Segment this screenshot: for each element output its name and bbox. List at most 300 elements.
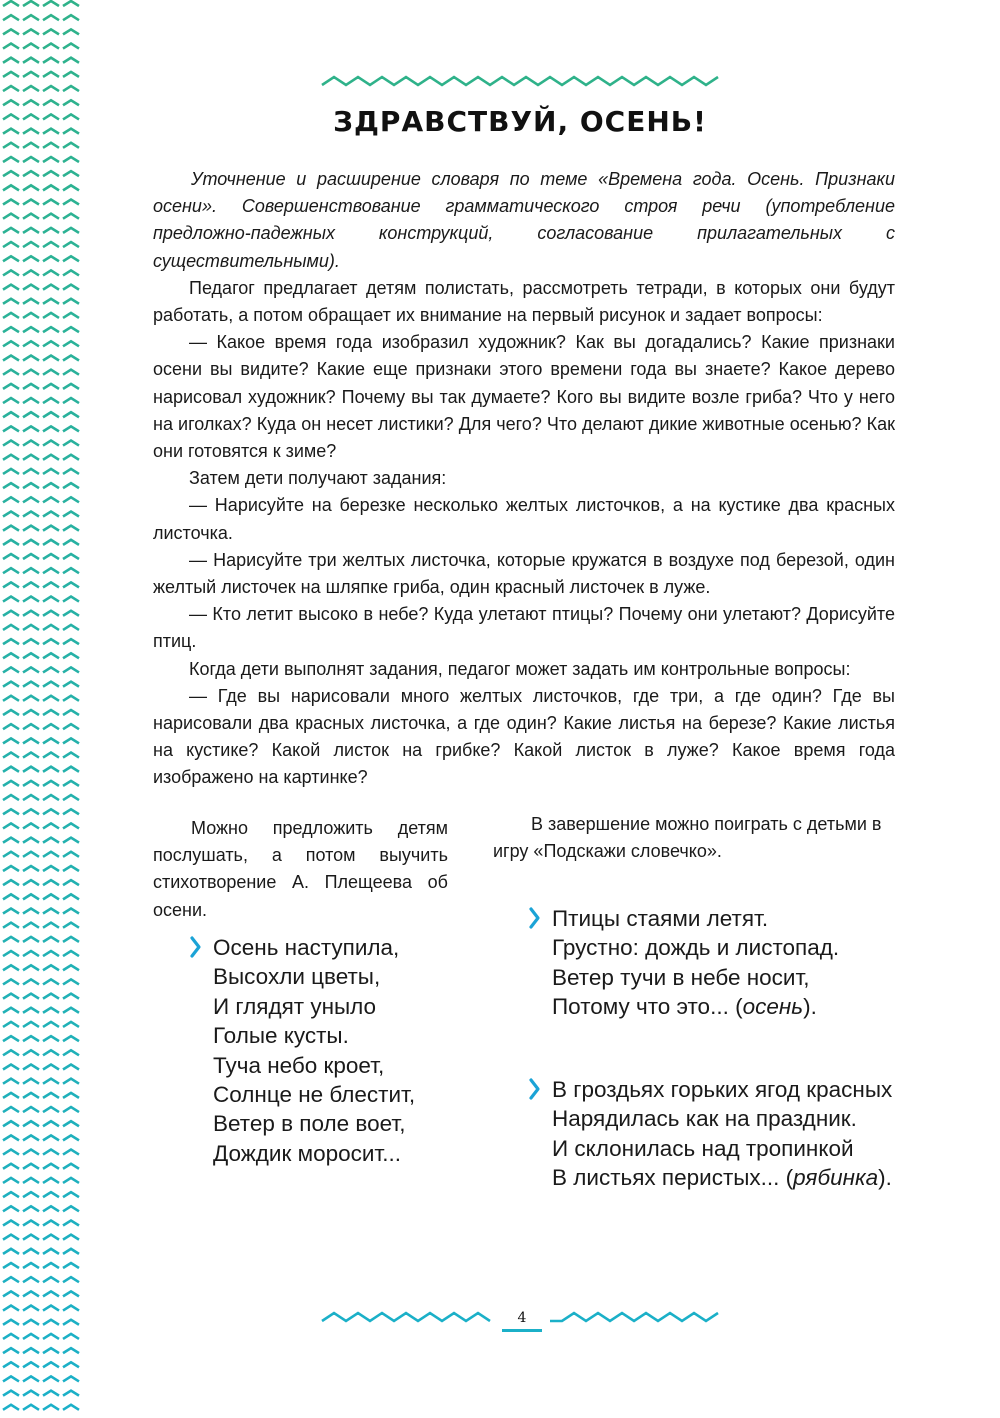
border-chevron xyxy=(23,625,39,630)
border-chevron xyxy=(23,767,39,772)
border-chevron xyxy=(63,242,79,247)
border-chevron xyxy=(63,781,79,786)
border-chevron xyxy=(43,455,59,460)
border-chevron xyxy=(23,1291,39,1296)
border-chevron xyxy=(43,1107,59,1112)
border-chevron xyxy=(63,866,79,871)
border-chevron xyxy=(23,838,39,843)
border-chevron xyxy=(23,753,39,758)
border-chevron xyxy=(23,611,39,616)
border-chevron xyxy=(43,469,59,474)
border-chevron xyxy=(23,72,39,77)
border-chevron xyxy=(3,1348,19,1353)
border-chevron xyxy=(23,582,39,587)
border-chevron xyxy=(63,384,79,389)
border-chevron xyxy=(23,1306,39,1311)
border-chevron xyxy=(43,1,59,6)
border-chevron xyxy=(63,625,79,630)
border-chevron xyxy=(23,880,39,885)
riddle-rowan xyxy=(552,1075,892,1193)
border-chevron xyxy=(3,1291,19,1296)
border-chevron xyxy=(63,1022,79,1027)
riddle-line: Грустно: дождь и листопад. xyxy=(552,935,840,961)
border-chevron xyxy=(63,1093,79,1098)
border-chevron xyxy=(63,639,79,644)
wave-line xyxy=(322,77,718,85)
border-chevron xyxy=(63,1348,79,1353)
border-chevron xyxy=(3,1206,19,1211)
border-chevron xyxy=(63,838,79,843)
riddle-line: Птицы стаями летят. xyxy=(552,906,769,931)
riddle-line xyxy=(552,992,839,1021)
border-chevron xyxy=(43,426,59,431)
border-chevron xyxy=(23,994,39,999)
border-chevron xyxy=(43,738,59,743)
border-chevron xyxy=(63,143,79,148)
border-chevron xyxy=(43,1277,59,1282)
border-chevron xyxy=(63,228,79,233)
border-chevron xyxy=(63,356,79,361)
border-chevron xyxy=(23,356,39,361)
border-chevron xyxy=(63,1405,79,1410)
border-chevron xyxy=(43,894,59,899)
border-chevron xyxy=(3,1334,19,1339)
border-chevron xyxy=(43,256,59,261)
border-chevron xyxy=(3,923,19,928)
border-chevron xyxy=(63,299,79,304)
border-chevron xyxy=(3,256,19,261)
border-chevron xyxy=(43,554,59,559)
border-chevron xyxy=(63,582,79,587)
border-chevron xyxy=(23,951,39,956)
border-chevron xyxy=(43,923,59,928)
border-chevron xyxy=(43,114,59,119)
border-chevron xyxy=(23,738,39,743)
border-chevron xyxy=(3,951,19,956)
border-chevron xyxy=(43,965,59,970)
border-chevron xyxy=(3,1121,19,1126)
border-chevron xyxy=(3,682,19,687)
border-chevron xyxy=(23,540,39,545)
border-chevron xyxy=(3,1065,19,1070)
poem-line: И глядят уныло xyxy=(213,993,377,1019)
border-chevron xyxy=(3,1022,19,1027)
border-chevron xyxy=(3,327,19,332)
border-chevron xyxy=(43,781,59,786)
border-chevron xyxy=(3,285,19,290)
border-chevron xyxy=(43,370,59,375)
border-chevron xyxy=(43,979,59,984)
border-chevron xyxy=(3,611,19,616)
border-chevron xyxy=(3,1164,19,1169)
border-chevron xyxy=(3,1277,19,1282)
border-chevron xyxy=(3,1320,19,1325)
border-chevron xyxy=(63,994,79,999)
border-chevron xyxy=(23,866,39,871)
border-chevron xyxy=(23,483,39,488)
border-chevron xyxy=(23,710,39,715)
border-chevron xyxy=(3,441,19,446)
border-chevron xyxy=(3,86,19,91)
border-chevron xyxy=(3,1178,19,1183)
border-chevron xyxy=(23,795,39,800)
border-chevron xyxy=(63,1065,79,1070)
border-chevron xyxy=(3,497,19,502)
border-chevron xyxy=(63,341,79,346)
border-chevron xyxy=(43,1263,59,1268)
border-chevron xyxy=(63,795,79,800)
border-chevron xyxy=(23,1107,39,1112)
border-chevron xyxy=(43,838,59,843)
border-chevron xyxy=(63,965,79,970)
border-chevron xyxy=(43,285,59,290)
border-chevron xyxy=(43,1391,59,1396)
border-chevron xyxy=(3,1107,19,1112)
border-chevron xyxy=(23,270,39,275)
border-chevron xyxy=(3,1050,19,1055)
border-chevron xyxy=(3,29,19,34)
border-chevron xyxy=(3,667,19,672)
border-chevron xyxy=(23,1,39,6)
border-chevron xyxy=(63,256,79,261)
border-chevron xyxy=(63,1320,79,1325)
border-chevron xyxy=(23,823,39,828)
border-chevron xyxy=(43,1405,59,1410)
border-chevron xyxy=(43,242,59,247)
border-chevron xyxy=(3,753,19,758)
border-chevron xyxy=(63,441,79,446)
border-chevron xyxy=(43,1150,59,1155)
border-chevron xyxy=(43,143,59,148)
border-chevron xyxy=(43,1036,59,1041)
paragraph: — Где вы нарисовали много желтых листочков, где три, а где один? Где вы нарисовали два красных листочка, а где один? Какие листья на березе? Какие листья на кустике? Какой листок на грибке? Какой листок в луже? Какое время года изображено на картинке? xyxy=(153,685,895,788)
border-chevron xyxy=(63,951,79,956)
border-chevron xyxy=(43,1220,59,1225)
intro-paragraph: Уточнение и расширение словаря по теме «Времена года. Осень. Признаки осени». Совершенствование грамматического строя речи (употребление предложно-падежных конструкций, согласование прилагательных с существительными). xyxy=(153,169,895,271)
border-chevron xyxy=(23,327,39,332)
border-chevron xyxy=(3,724,19,729)
border-chevron xyxy=(63,568,79,573)
border-chevron xyxy=(23,100,39,105)
border-chevron xyxy=(63,469,79,474)
border-chevron xyxy=(43,1164,59,1169)
border-chevron xyxy=(63,15,79,20)
border-chevron xyxy=(43,72,59,77)
border-chevron xyxy=(3,228,19,233)
page-title: ЗДРАВСТВУЙ, ОСЕНЬ! xyxy=(333,105,707,138)
border-chevron xyxy=(3,1235,19,1240)
border-chevron xyxy=(63,526,79,531)
riddle-line-text: Потому что это... ( xyxy=(552,994,743,1020)
border-chevron xyxy=(3,625,19,630)
border-chevron xyxy=(3,568,19,573)
border-chevron xyxy=(3,341,19,346)
border-chevron xyxy=(63,1036,79,1041)
border-chevron xyxy=(3,582,19,587)
border-chevron xyxy=(23,653,39,658)
border-chevron xyxy=(23,1150,39,1155)
border-chevron xyxy=(43,511,59,516)
border-chevron xyxy=(63,738,79,743)
border-chevron xyxy=(63,313,79,318)
border-chevron xyxy=(3,696,19,701)
border-chevron xyxy=(23,979,39,984)
border-chevron xyxy=(23,313,39,318)
border-chevron xyxy=(43,412,59,417)
border-chevron xyxy=(3,299,19,304)
border-chevron xyxy=(23,696,39,701)
border-chevron xyxy=(23,1093,39,1098)
border-chevron xyxy=(23,1050,39,1055)
border-chevron xyxy=(23,58,39,63)
border-chevron xyxy=(23,809,39,814)
border-chevron xyxy=(23,1022,39,1027)
riddle-line: Ветер тучи в небе носит, xyxy=(552,964,810,990)
border-chevron xyxy=(23,86,39,91)
border-chevron xyxy=(3,909,19,914)
riddle-line-text: В листьях перистых... ( xyxy=(552,1165,794,1191)
border-chevron xyxy=(23,554,39,559)
border-chevron xyxy=(43,568,59,573)
border-chevron xyxy=(43,1121,59,1126)
border-chevron xyxy=(63,1008,79,1013)
border-chevron xyxy=(63,270,79,275)
border-chevron xyxy=(23,200,39,205)
border-chevron xyxy=(23,894,39,899)
border-chevron xyxy=(63,200,79,205)
border-chevron xyxy=(43,1249,59,1254)
border-chevron xyxy=(63,58,79,63)
border-chevron xyxy=(63,1263,79,1268)
border-chevron xyxy=(3,526,19,531)
border-chevron xyxy=(63,1050,79,1055)
border-chevron xyxy=(23,526,39,531)
paragraph: — Нарисуйте на березке несколько желтых листочков, а на кустике два красных листочка. xyxy=(153,495,895,543)
border-chevron xyxy=(43,398,59,403)
border-chevron xyxy=(23,15,39,20)
border-chevron xyxy=(3,426,19,431)
border-chevron xyxy=(63,1135,79,1140)
border-chevron xyxy=(3,653,19,658)
border-chevron xyxy=(23,1192,39,1197)
border-chevron xyxy=(3,1362,19,1367)
border-chevron xyxy=(23,597,39,602)
border-chevron xyxy=(3,483,19,488)
border-chevron xyxy=(43,1065,59,1070)
right-column-text: В завершение можно поиграть с детьми в игру «Подскажи словечко». xyxy=(493,814,882,862)
border-chevron xyxy=(3,214,19,219)
border-chevron xyxy=(43,597,59,602)
border-chevron xyxy=(63,1334,79,1339)
border-chevron xyxy=(63,937,79,942)
border-chevron xyxy=(63,710,79,715)
border-chevron xyxy=(3,100,19,105)
border-chevron xyxy=(63,1164,79,1169)
border-chevron xyxy=(63,44,79,49)
border-chevron xyxy=(63,72,79,77)
border-chevron xyxy=(3,356,19,361)
border-chevron xyxy=(23,171,39,176)
border-chevron xyxy=(3,710,19,715)
border-chevron xyxy=(43,497,59,502)
border-chevron xyxy=(23,384,39,389)
poem-line: Ветер в поле воет, xyxy=(213,1111,406,1137)
border-chevron xyxy=(43,852,59,857)
border-chevron xyxy=(23,1079,39,1084)
border-chevron xyxy=(23,1036,39,1041)
border-chevron xyxy=(23,455,39,460)
border-chevron xyxy=(3,242,19,247)
border-chevron xyxy=(43,44,59,49)
border-chevron xyxy=(63,129,79,134)
border-chevron xyxy=(63,1249,79,1254)
border-chevron xyxy=(43,441,59,446)
border-chevron xyxy=(23,398,39,403)
border-chevron xyxy=(3,781,19,786)
border-chevron xyxy=(3,852,19,857)
border-chevron xyxy=(3,809,19,814)
border-chevron xyxy=(43,228,59,233)
border-chevron xyxy=(3,597,19,602)
border-chevron xyxy=(63,809,79,814)
border-chevron xyxy=(3,114,19,119)
border-chevron xyxy=(3,58,19,63)
border-chevron xyxy=(43,710,59,715)
border-chevron xyxy=(43,696,59,701)
border-chevron xyxy=(43,724,59,729)
border-chevron xyxy=(23,923,39,928)
border-chevron xyxy=(63,1206,79,1211)
border-chevron xyxy=(3,455,19,460)
border-chevron xyxy=(63,29,79,34)
border-chevron xyxy=(3,143,19,148)
border-chevron xyxy=(43,951,59,956)
border-chevron xyxy=(23,1277,39,1282)
border-chevron xyxy=(63,1178,79,1183)
riddle-line: И склонилась над тропинкой xyxy=(552,1135,854,1161)
border-chevron xyxy=(3,398,19,403)
border-chevron xyxy=(3,1192,19,1197)
poem-line: Голые кусты. xyxy=(213,1023,349,1049)
border-chevron xyxy=(43,299,59,304)
border-chevron xyxy=(3,738,19,743)
border-chevron xyxy=(63,696,79,701)
border-chevron xyxy=(63,554,79,559)
border-chevron xyxy=(43,1235,59,1240)
border-chevron xyxy=(63,171,79,176)
border-chevron xyxy=(63,611,79,616)
poem-line: Дождик моросит... xyxy=(213,1140,401,1166)
border-chevron xyxy=(63,682,79,687)
border-chevron xyxy=(43,753,59,758)
border-chevron xyxy=(43,653,59,658)
border-chevron xyxy=(3,171,19,176)
border-chevron xyxy=(43,200,59,205)
border-chevron xyxy=(23,965,39,970)
border-chevron xyxy=(43,384,59,389)
border-chevron xyxy=(3,313,19,318)
border-chevron xyxy=(43,994,59,999)
border-chevron xyxy=(23,256,39,261)
border-chevron xyxy=(63,1079,79,1084)
chevron-marker-icon xyxy=(528,906,542,930)
border-chevron xyxy=(43,185,59,190)
border-chevron xyxy=(3,270,19,275)
border-chevron xyxy=(43,611,59,616)
poem-line: Осень наступила, xyxy=(213,935,400,960)
border-chevron xyxy=(43,58,59,63)
border-chevron xyxy=(3,965,19,970)
border-chevron xyxy=(63,1291,79,1296)
riddle-line: В гроздьях горьких ягод красных xyxy=(552,1077,893,1102)
border-chevron xyxy=(63,1362,79,1367)
border-chevron xyxy=(3,866,19,871)
border-chevron xyxy=(43,639,59,644)
border-chevron xyxy=(43,1178,59,1183)
border-chevron xyxy=(3,412,19,417)
page-number-underline xyxy=(502,1329,542,1332)
riddle-autumn xyxy=(552,904,839,1022)
paragraph: — Кто летит высоко в небе? Куда улетают птицы? Почему они улетают? Дорисуйте птиц. xyxy=(153,604,895,652)
border-chevron xyxy=(43,1320,59,1325)
border-chevron xyxy=(23,1362,39,1367)
riddle-line xyxy=(552,1163,892,1192)
border-chevron xyxy=(3,1,19,6)
border-chevron xyxy=(23,682,39,687)
border-chevron xyxy=(43,1376,59,1381)
border-chevron xyxy=(43,823,59,828)
border-chevron xyxy=(3,937,19,942)
border-chevron xyxy=(63,511,79,516)
border-chevron xyxy=(23,228,39,233)
border-chevron xyxy=(63,923,79,928)
border-chevron xyxy=(23,1164,39,1169)
border-chevron xyxy=(23,299,39,304)
border-chevron xyxy=(3,1391,19,1396)
right-column xyxy=(493,811,895,865)
paragraph: Когда дети выполнят задания, педагог может задать им контрольные вопросы: xyxy=(189,658,851,679)
border-chevron xyxy=(23,1263,39,1268)
border-chevron xyxy=(23,143,39,148)
border-chevron xyxy=(23,1135,39,1140)
border-chevron xyxy=(23,44,39,49)
border-chevron xyxy=(3,129,19,134)
border-chevron xyxy=(63,597,79,602)
border-chevron xyxy=(3,384,19,389)
border-chevron xyxy=(3,1036,19,1041)
border-chevron xyxy=(3,1306,19,1311)
border-chevron xyxy=(43,582,59,587)
border-chevron xyxy=(63,483,79,488)
border-chevron xyxy=(23,781,39,786)
border-chevron xyxy=(3,767,19,772)
border-chevron xyxy=(43,100,59,105)
border-chevron xyxy=(23,1348,39,1353)
border-chevron xyxy=(3,554,19,559)
border-chevron xyxy=(43,356,59,361)
border-chevron xyxy=(63,767,79,772)
border-chevron xyxy=(63,1277,79,1282)
border-chevron xyxy=(23,129,39,134)
border-chevron xyxy=(3,1263,19,1268)
border-chevron xyxy=(43,1362,59,1367)
border-chevron xyxy=(63,653,79,658)
border-chevron xyxy=(63,1235,79,1240)
border-chevron xyxy=(3,1376,19,1381)
paragraph: Педагог предлагает детям полистать, рассмотреть тетради, в которых они будут работать, а потом обращает их внимание на первый рисунок и задает вопросы: xyxy=(153,277,895,326)
border-chevron xyxy=(23,1206,39,1211)
border-chevron xyxy=(23,667,39,672)
